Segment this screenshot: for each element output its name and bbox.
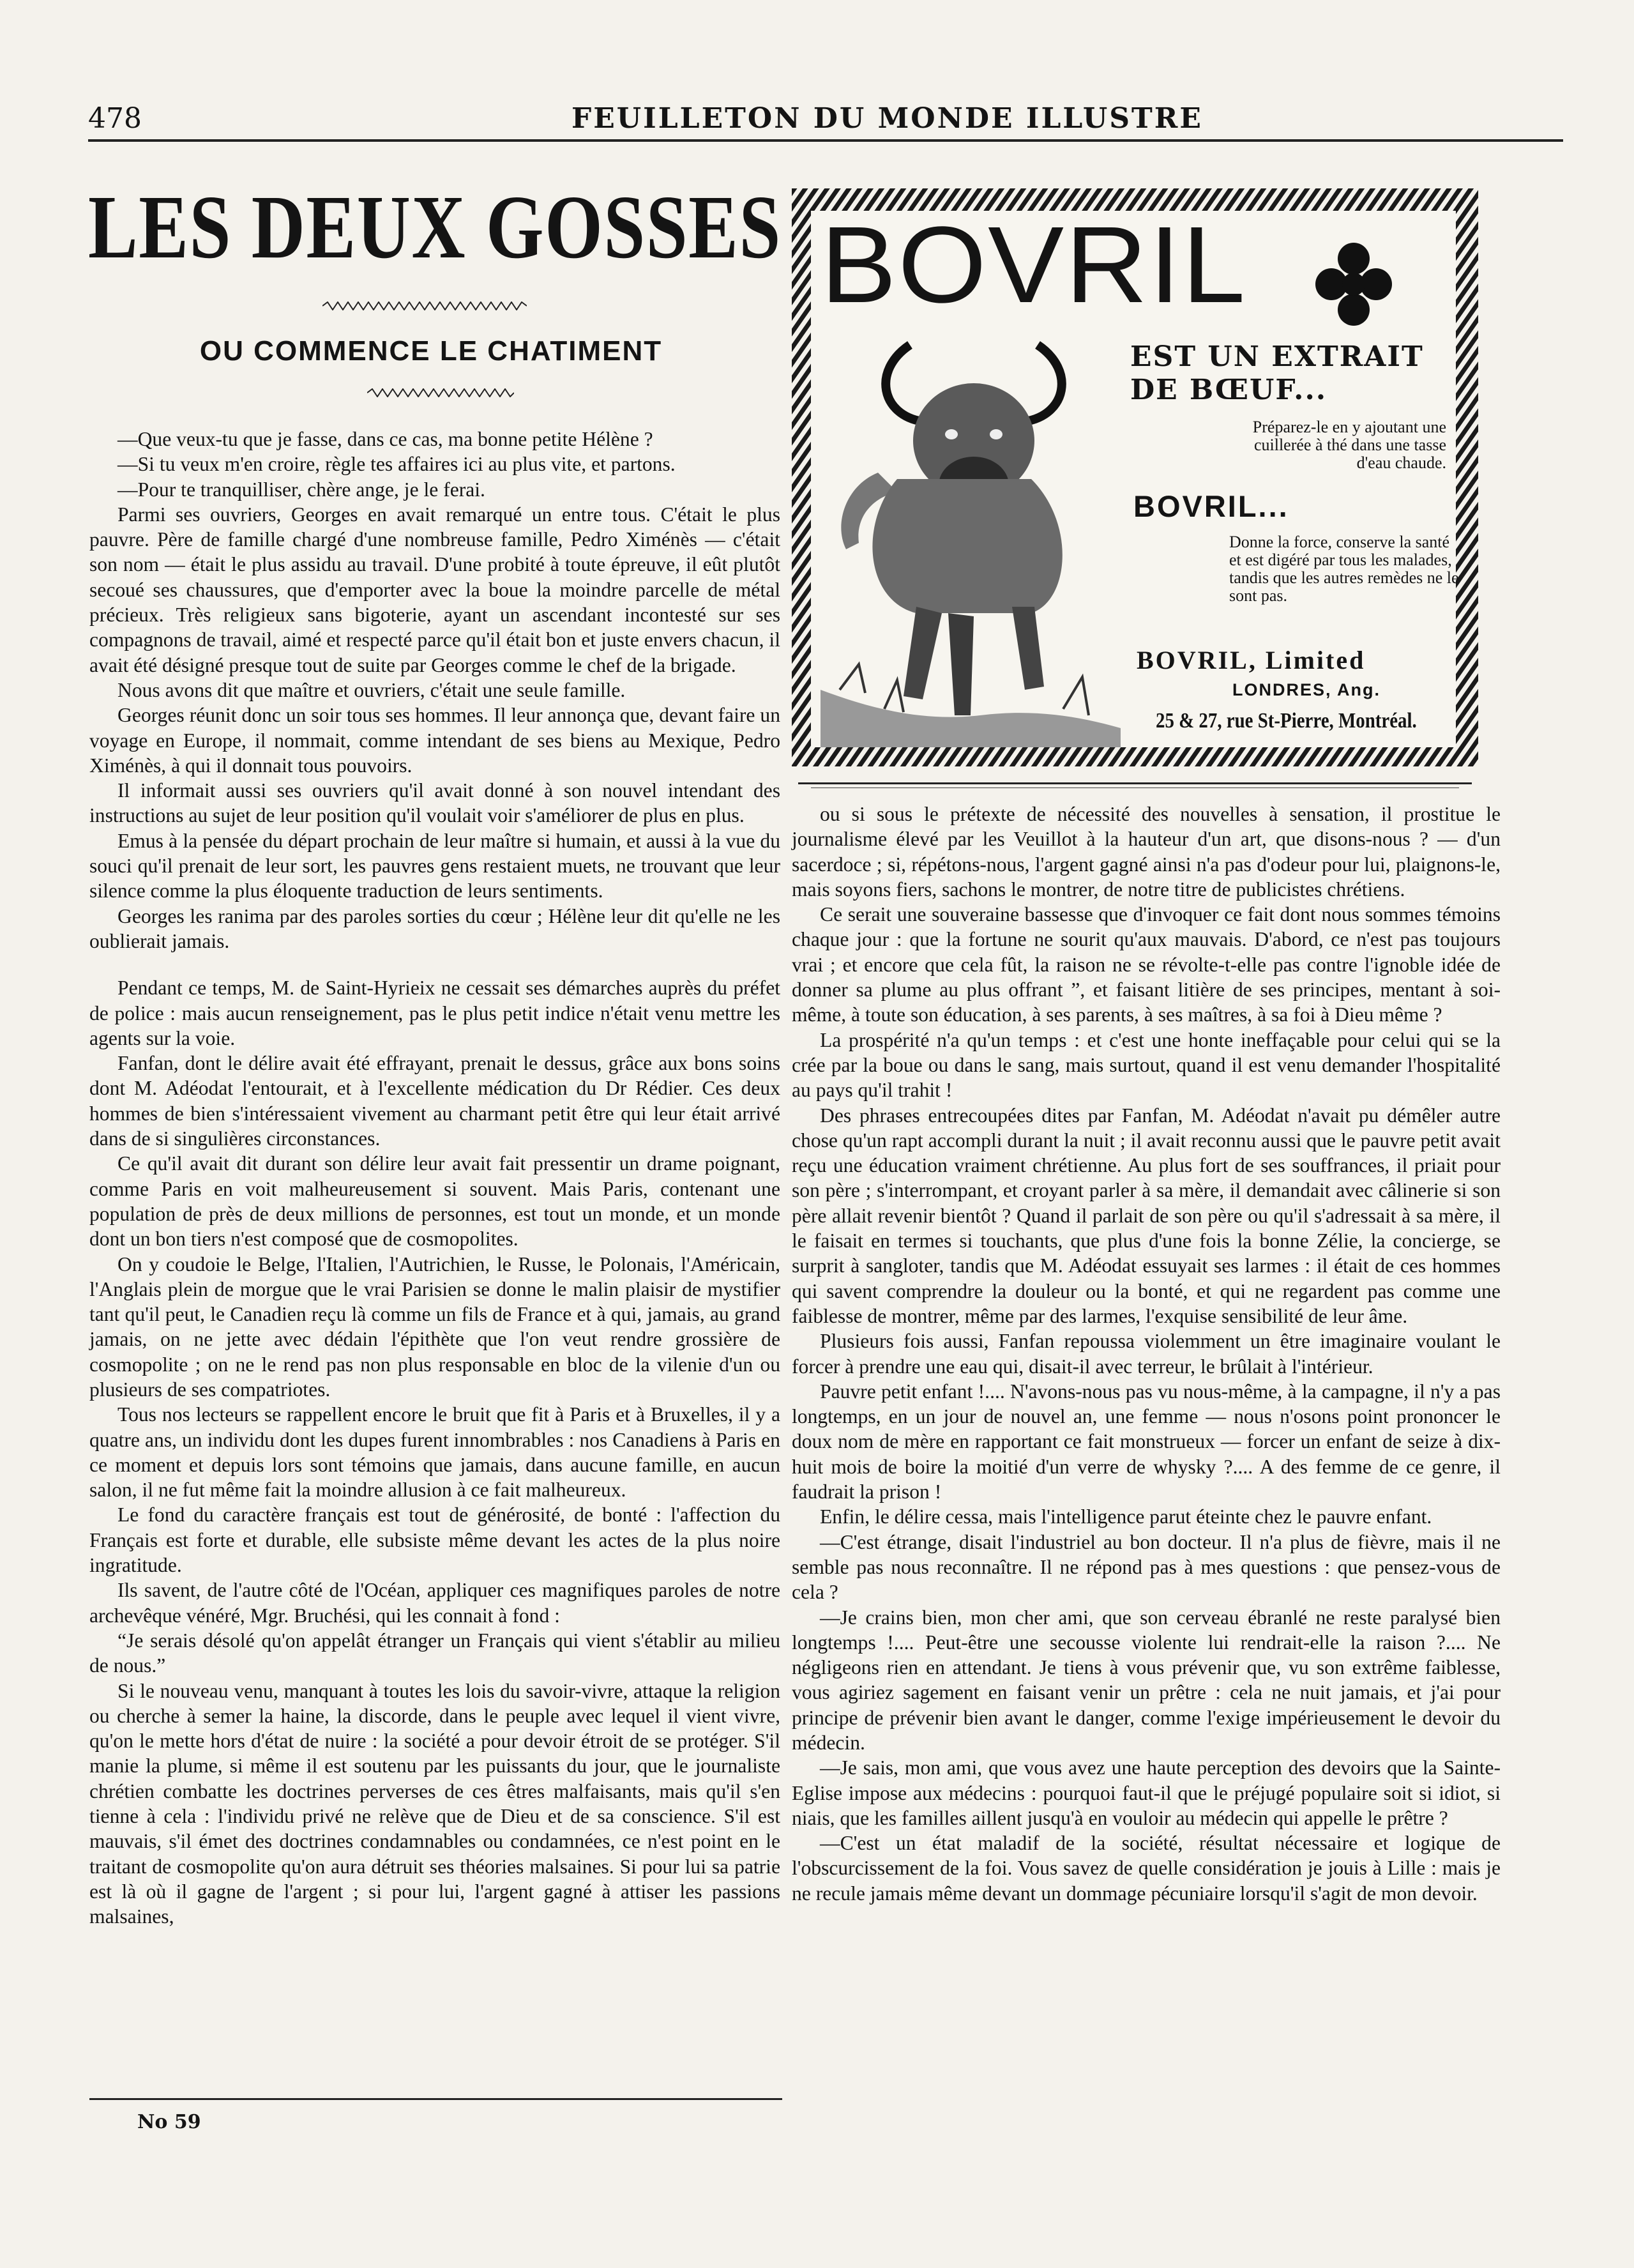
club-ornament-icon [1306, 236, 1402, 332]
bull-illustration-icon [821, 332, 1121, 747]
page-number: 478 [88, 102, 142, 135]
ad-headline-line2: DE BŒUF... [1130, 374, 1328, 406]
article-paragraph: —Pour te tranquilliser, chère ange, je le ferai. [117, 478, 485, 501]
article-paragraph: Des phrases entrecoupées dites par Fanfan, M. Adéodat n'avait pu démêler autre chose qu'un rapt accompli durant la nuit ; il avait reconnu aussi que le pauvre petit avait reçu une éducation vraiment chrétienne. Au plus fort de ses souffrances, il priait pour son père ; s'interrompant, et croyant parler à sa mère, il demandait avec câlinerie si son père allait revenir bientôt ? Quand il parlait de son père ou qu'il s'adressait à sa mère, il le faisait en termes si touchants, que plus d'une fois la bonne Zélie, la concierge, se surprit à sangloter, tandis que M. Adéodat essuyait ses larmes : il était de ces hommes qui savent comprendre la douleur ou la bonté, et qui ne regardent pas comme une faiblesse de montrer, même par des larmes, l'exquise sensibilité de leur âme. [792, 1104, 1501, 1327]
article-paragraph: On y coudoie le Belge, l'Italien, l'Autrichien, le Russe, le Polonais, l'Américain, l'Anglais plein de morgue que le vrai Parisien se donne le malin plaisir de mystifier tant qu'il peut, le Canadien reçu là comme un fils de France et à qui, jamais, au grand jamais, on ne jette avec dédain l'épithète que l'on veut rendre grossière de cosmopolite ; on ne le rend pas non plus responsable en bloc de la vilenie d'un ou plusieurs de ses compatriotes. [89, 1252, 780, 1401]
ad-brand: BOVRIL [821, 204, 1247, 326]
ad-preparation-text: Préparez-le en y ajoutant une cuillerée à thé dans une tasse d'eau chaude. [1252, 418, 1446, 472]
article-paragraph: Pauvre petit enfant !.... N'avons-nous pas vu nous-même, à la campagne, il n'y a pas longtemps, en un jour de nouvel an, une femme — nous n'osons point prononcer le doux nom de mère en rapportant ce fait monstrueux — forcer un enfant de seize à dix-huit mois de boire la moitié d'un verre de whysky ?.... A des femme de ce genre, il faudrait la prison ! [792, 1380, 1501, 1503]
article-paragraph: ou si sous le prétexte de nécessité des nouvelles à sensation, il prostitue le journalisme élevé par les Veuillot à la hauteur d'un art, que disons-nous ? — d'un sacerdoce ; si, répétons-nous, l'argent gagné ainsi n'a pas d'odeur pour lui, plaignons-le, mais soyons fiers, sachons le montrer, de notre titre de publicistes chrétiens. [792, 803, 1501, 901]
ad-benefits-text: Donne la force, conserve la santé et est digéré par tous les malades, tandis que les autres remèdes ne le sont pas. [1229, 533, 1459, 605]
article-subtitle: OU COMMENCE LE CHATIMENT [199, 335, 663, 367]
article-paragraph: Il informait aussi ses ouvriers qu'il avait donné à son nouvel intendant des instructions au sujet de leur position qu'il voulait voir s'améliorer de plus en plus. [89, 779, 780, 827]
ad-bottom-rule [798, 782, 1472, 784]
article-paragraph: —C'est un état maladif de la société, résultat nécessaire et logique de l'obscurcissement de la foi. Vous savez de quelle considération je jouis à Lille : mais je ne recule jamais même devant un dommage pécuniaire lorsqu'il s'agit de mon devoir. [792, 1832, 1501, 1905]
article-paragraph: Plusieurs fois aussi, Fanfan repoussa violemment un être imaginaire voulant le forcer à prendre une eau qui, disait-il avec terreur, le brûlait à l'intérieur. [792, 1330, 1501, 1378]
title-squiggle-divider [322, 301, 527, 310]
ad-subhead: BOVRIL... [1133, 489, 1289, 523]
article-paragraph: —Que veux-tu que je fasse, dans ce cas, ma bonne petite Hélène ? [117, 428, 653, 450]
article-column-right [792, 802, 1501, 1906]
article-paragraph: Ce serait une souveraine bassesse que d'invoquer ce fait dont nous sommes témoins chaque jour : que la fortune ne sourit qu'aux mauvais. D'abord, ce n'est pas toujours vrai ; et encore que cela fût, la raison ne se révolte-t-elle pas contre l'ignoble idée de donner sa plume au plus offrant ”, et faisant litière de ses principes, mentant à soi-même, à toute son éducation, à ses parents, à ses maîtres, à sa foi à Dieu même ? [792, 903, 1501, 1026]
issue-number: No 59 [137, 2111, 201, 2133]
article-paragraph: Emus à la pensée du départ prochain de leur maître si humain, et aussi à la vue du souci qu'il prenait de leur sort, les pauvres gens restaient muets, ne trouvant que leur silence comme la plus éloquente traduction de leurs sentiments. [89, 829, 780, 902]
footer-rule [89, 2098, 782, 2100]
article-paragraph: La prospérité n'a qu'un temps : et c'est une honte ineffaçable pour celui qui se la crée par la boue ou dans le sang, mais surtout, quand il est venu demander l'hospitalité au pays qu'il trahit ! [792, 1028, 1501, 1102]
article-column-left [89, 427, 780, 1929]
article-paragraph: Fanfan, dont le délire avait été effrayant, prenait le dessus, grâce aux bons soins dont M. Adéodat l'entourait, et à l'excellente médication du Dr Rédier. Ces deux hommes de bien s'intéressaient vivement au charmant petit être qui leur était arrivé dans de si singulières circonstances. [89, 1052, 780, 1150]
article-paragraph: Si le nouveau venu, manquant à toutes les lois du savoir-vivre, attaque la religion ou cherche à semer la haine, la discorde, dans le peuple avec lequel il vient vivre, qu'on le mette hors d'état de nuire : la société a pour devoir étroit de se protéger. S'il manie la plume, si même il est soutenu par les puissants du jour, que le journaliste chrétien combatte les doctrines perverses de ces êtres malfaisants, mais qu'il s'en tienne à cela : l'individu privé ne relève que de Dieu et de sa conscience. S'il est mauvais, s'il émet des doctrines condamnables ou condamnées, ce n'est point en le traitant de cosmopolite qu'on aura détruit ses théories malsaines. Si pour lui sa patrie est là où il gagne de l'argent ; si pour lui, l'argent gagné à attiser les passions malsaines, [89, 1679, 780, 1928]
subtitle-squiggle-divider [367, 388, 514, 397]
article-title: LES DEUX GOSSES [88, 176, 782, 277]
article-paragraph: Tous nos lecteurs se rappellent encore le bruit que fit à Paris et à Bruxelles, il y a quatre ans, un individu dont les dupes furent innombrables : nos Canadiens à Paris en ce moment et depuis lors sont témoins que jamais, dans aucune famille, en aucun salon, il ne fut même fait la moindre allusion à ce fait malheureux. [89, 1403, 780, 1502]
ad-headline-line1: EST UN EXTRAIT [1130, 340, 1424, 373]
article-paragraph: Nous avons dit que maître et ouvriers, c'était une seule famille. [117, 678, 626, 701]
ad-address: 25 & 27, rue St-Pierre, Montréal. [1156, 709, 1417, 733]
article-paragraph: Pendant ce temps, M. de Saint-Hyrieix ne cessait ses démarches auprès du préfet de police : mais aucun renseignement, pas le plus petit indice n'était venu mettre les agents sur la voie. [89, 977, 780, 1049]
article-paragraph: Georges les ranima par des paroles sorties du cœur ; Hélène leur dit qu'elle ne les oublierait jamais. [89, 904, 780, 952]
ad-city: LONDRES, Ang. [1232, 680, 1381, 699]
article-paragraph: Georges réunit donc un soir tous ses hommes. Il leur annonça que, devant faire un voyage en Europe, il nommait, comme intendant de ses biens au Mexique, Pedro Ximénès, à qui il donnait tous pouvoirs. [89, 704, 780, 777]
article-paragraph: —Si tu veux m'en croire, règle tes affaires ici au plus vite, et partons. [117, 453, 676, 476]
article-paragraph: Ce qu'il avait dit durant son délire leur avait fait pressentir un drame poignant, comme Paris en voit malheureusement si souvent. Mais Paris, contenant une population de près de deux millions de personnes, est tout un monde, et un monde dont un bon tiers n'est composé que de cosmopolites. [89, 1152, 780, 1251]
article-paragraph: Parmi ses ouvriers, Georges en avait remarqué un entre tous. C'était le plus pauvre. Père de famille chargé d'une nombreuse famille, Pedro Ximénès — c'était son nom — était le plus assidu au travail. D'une probité à toute épreuve, il eût plutôt secoué ses chaussures, que d'emporter avec la boue la moindre parcelle de métal précieux. Très religieux sans bigoterie, ayant un ascendant incontesté sur ses compagnons de travail, aimé et respecté parce qu'il était bon et juste envers chacun, il avait été désigné presque tout de suite par Georges comme le chef de la brigade. [89, 503, 780, 676]
article-paragraph: Ils savent, de l'autre côté de l'Océan, appliquer ces magnifiques paroles de notre archevêque vénéré, Mgr. Bruchési, qui les connait à fond : [89, 1579, 780, 1627]
article-paragraph: Le fond du caractère français est tout de générosité, de bonté : l'affection du Français est forte et durable, elle subsiste même devant les actes de la plus noire ingratitude. [89, 1503, 780, 1577]
article-paragraph: —Je sais, mon ami, que vous avez une haute perception des devoirs que la Sainte-Eglise impose aux médecins : pourquoi faut-il que le préjugé populaire soit si idiot, si niais, que les familles aillent jusqu'à en vouloir au médecin qui appelle le prêtre ? [792, 1756, 1501, 1829]
ad-company: BOVRIL, Limited [1137, 646, 1366, 674]
article-paragraph: —C'est étrange, disait l'industriel au bon docteur. Il n'a plus de fièvre, mais il ne semble pas nous reconnaître. Il ne répond pas à mes questions : que pensez-vous de cela ? [792, 1530, 1501, 1604]
header-rule [88, 139, 1563, 142]
article-paragraph: “Je serais désolé qu'on appelât étranger un Français qui vient s'établir au milieu de nous.” [89, 1629, 780, 1677]
running-title: FEUILLETON DU MONDE ILLUSTRE [571, 102, 1203, 135]
article-paragraph: —Je crains bien, mon cher ami, que son cerveau ébranlé ne reste paralysé bien longtemps !.... Peut-être une secousse violente lui rendrait-elle la raison ?.... Ne négligeons rien en attendant. Je tiens à vous prévenir que, vu son extrême faiblesse, vous agiriez sagement en faisant venir un prêtre : cela ne nuit jamais, et j'ai pour principe de prévenir bien avant le danger, comme l'exige impérieusement le devoir du médecin. [792, 1606, 1501, 1754]
article-paragraph: Enfin, le délire cessa, mais l'intelligence parut éteinte chez le pauvre enfant. [820, 1505, 1432, 1528]
